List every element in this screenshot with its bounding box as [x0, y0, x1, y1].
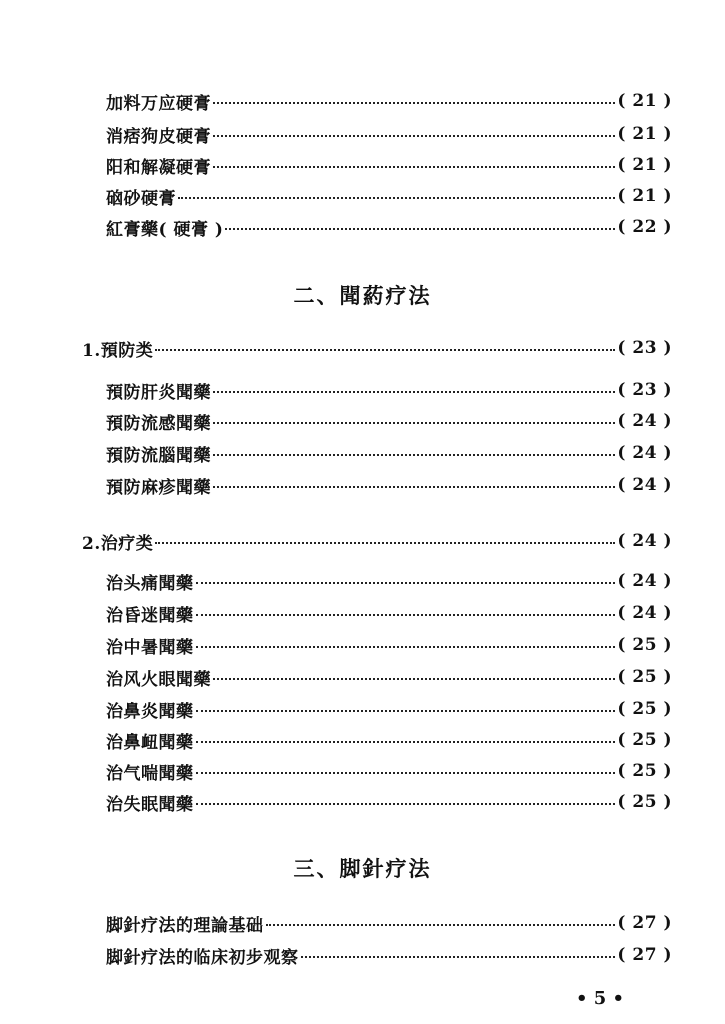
- page-number: • 5 •: [575, 988, 625, 1009]
- toc-entry-page: ( 24 ): [617, 475, 672, 495]
- toc-entry-title: 消痞狗皮硬膏: [106, 126, 211, 147]
- toc-entry: [106, 439, 672, 467]
- toc-entry-page: ( 21 ): [617, 91, 672, 111]
- toc-entry: [106, 567, 672, 595]
- toc-entry-page: ( 21 ): [617, 186, 672, 206]
- toc-entry-title: 治头痛聞藥: [106, 573, 194, 594]
- dot-leader: [213, 486, 615, 488]
- dot-leader: [213, 422, 615, 424]
- toc-entry: [106, 663, 672, 691]
- toc-entry: [106, 213, 672, 241]
- toc-entry-page: ( 27 ): [617, 945, 672, 965]
- toc-entry-title: 硇砂硬膏: [106, 188, 176, 209]
- toc-entry-page: ( 25 ): [617, 699, 672, 719]
- dot-leader: [196, 803, 616, 805]
- toc-entry-page: ( 24 ): [617, 411, 672, 431]
- toc-entry: [106, 788, 672, 816]
- toc-entry-page: ( 25 ): [617, 730, 672, 750]
- toc-entry-title: 治中暑聞藥: [106, 637, 194, 658]
- toc-category-page: ( 23 ): [617, 338, 672, 358]
- dot-leader: [196, 646, 616, 648]
- toc-entry: [106, 471, 672, 499]
- toc-entry-page: ( 24 ): [617, 443, 672, 463]
- dot-leader: [213, 454, 615, 456]
- section-heading: 三、脚針疗法: [293, 856, 432, 881]
- toc-entry-page: ( 22 ): [617, 217, 672, 237]
- toc-entry-page: ( 25 ): [617, 667, 672, 687]
- toc-entry-title: 治昏迷聞藥: [106, 605, 194, 626]
- dot-leader: [196, 741, 616, 743]
- toc-entry-title: 預防麻疹聞藥: [106, 477, 211, 498]
- dot-leader: [196, 710, 616, 712]
- dot-leader: [196, 614, 616, 616]
- toc-entry: [106, 631, 672, 659]
- dot-leader: [196, 772, 616, 774]
- toc-entry: [106, 407, 672, 435]
- toc-entry: [106, 182, 672, 210]
- section-heading: 二、聞葯疗法: [293, 283, 432, 308]
- toc-entry: [106, 757, 672, 785]
- toc-entry-title: 治风火眼聞藥: [106, 669, 211, 690]
- toc-entry: [106, 120, 672, 148]
- toc-entry-page: ( 23 ): [617, 380, 672, 400]
- dot-leader: [213, 678, 615, 680]
- toc-entry-page: ( 25 ): [617, 635, 672, 655]
- toc-entry-title: 治鼻衄聞藥: [106, 732, 194, 753]
- toc-entry-page: ( 25 ): [617, 792, 672, 812]
- toc-entry-title: 紅膏藥( 硬膏 ): [106, 219, 224, 240]
- toc-entry-title: 治气喘聞藥: [106, 763, 194, 784]
- toc-category: [82, 527, 672, 555]
- toc-entry: [106, 695, 672, 723]
- toc-entry-page: ( 21 ): [617, 124, 672, 144]
- toc-category: [82, 334, 672, 362]
- toc-entry-title: 治失眠聞藥: [106, 794, 194, 815]
- toc-entry: [106, 87, 672, 115]
- dot-leader: [178, 197, 615, 199]
- dot-leader: [213, 391, 615, 393]
- toc-entry-title: 治鼻炎聞藥: [106, 701, 194, 722]
- toc-entry-page: ( 27 ): [617, 913, 672, 933]
- toc-entry-title: 脚針疗法的临床初步观察: [106, 947, 299, 968]
- dot-leader: [155, 542, 615, 544]
- toc-entry: [106, 599, 672, 627]
- toc-entry: [106, 909, 672, 937]
- dot-leader: [213, 135, 615, 137]
- toc-entry-title: 加料万应硬膏: [106, 93, 211, 114]
- dot-leader: [213, 166, 615, 168]
- toc-entry: [106, 941, 672, 969]
- toc-entry-title: 預防流腦聞藥: [106, 445, 211, 466]
- dot-leader: [196, 582, 616, 584]
- toc-entry: [106, 376, 672, 404]
- toc-entry-page: ( 24 ): [617, 603, 672, 623]
- toc-entry-title: 預防肝炎聞藥: [106, 382, 211, 403]
- toc-entry-page: ( 21 ): [617, 155, 672, 175]
- toc-entry-title: 阳和解凝硬膏: [106, 157, 211, 178]
- dot-leader: [225, 228, 615, 230]
- toc-entry-title: 預防流感聞藥: [106, 413, 211, 434]
- toc-entry-page: ( 24 ): [617, 571, 672, 591]
- toc-category-title: 2.治疗类: [82, 533, 154, 554]
- toc-entry-page: ( 25 ): [617, 761, 672, 781]
- toc-entry: [106, 726, 672, 754]
- dot-leader: [266, 924, 616, 926]
- dot-leader: [155, 349, 615, 351]
- dot-leader: [301, 956, 616, 958]
- toc-category-page: ( 24 ): [617, 531, 672, 551]
- toc-entry-title: 脚針疗法的理論基础: [106, 915, 264, 936]
- toc-entry: [106, 151, 672, 179]
- toc-category-title: 1.預防类: [82, 340, 154, 361]
- dot-leader: [213, 102, 615, 104]
